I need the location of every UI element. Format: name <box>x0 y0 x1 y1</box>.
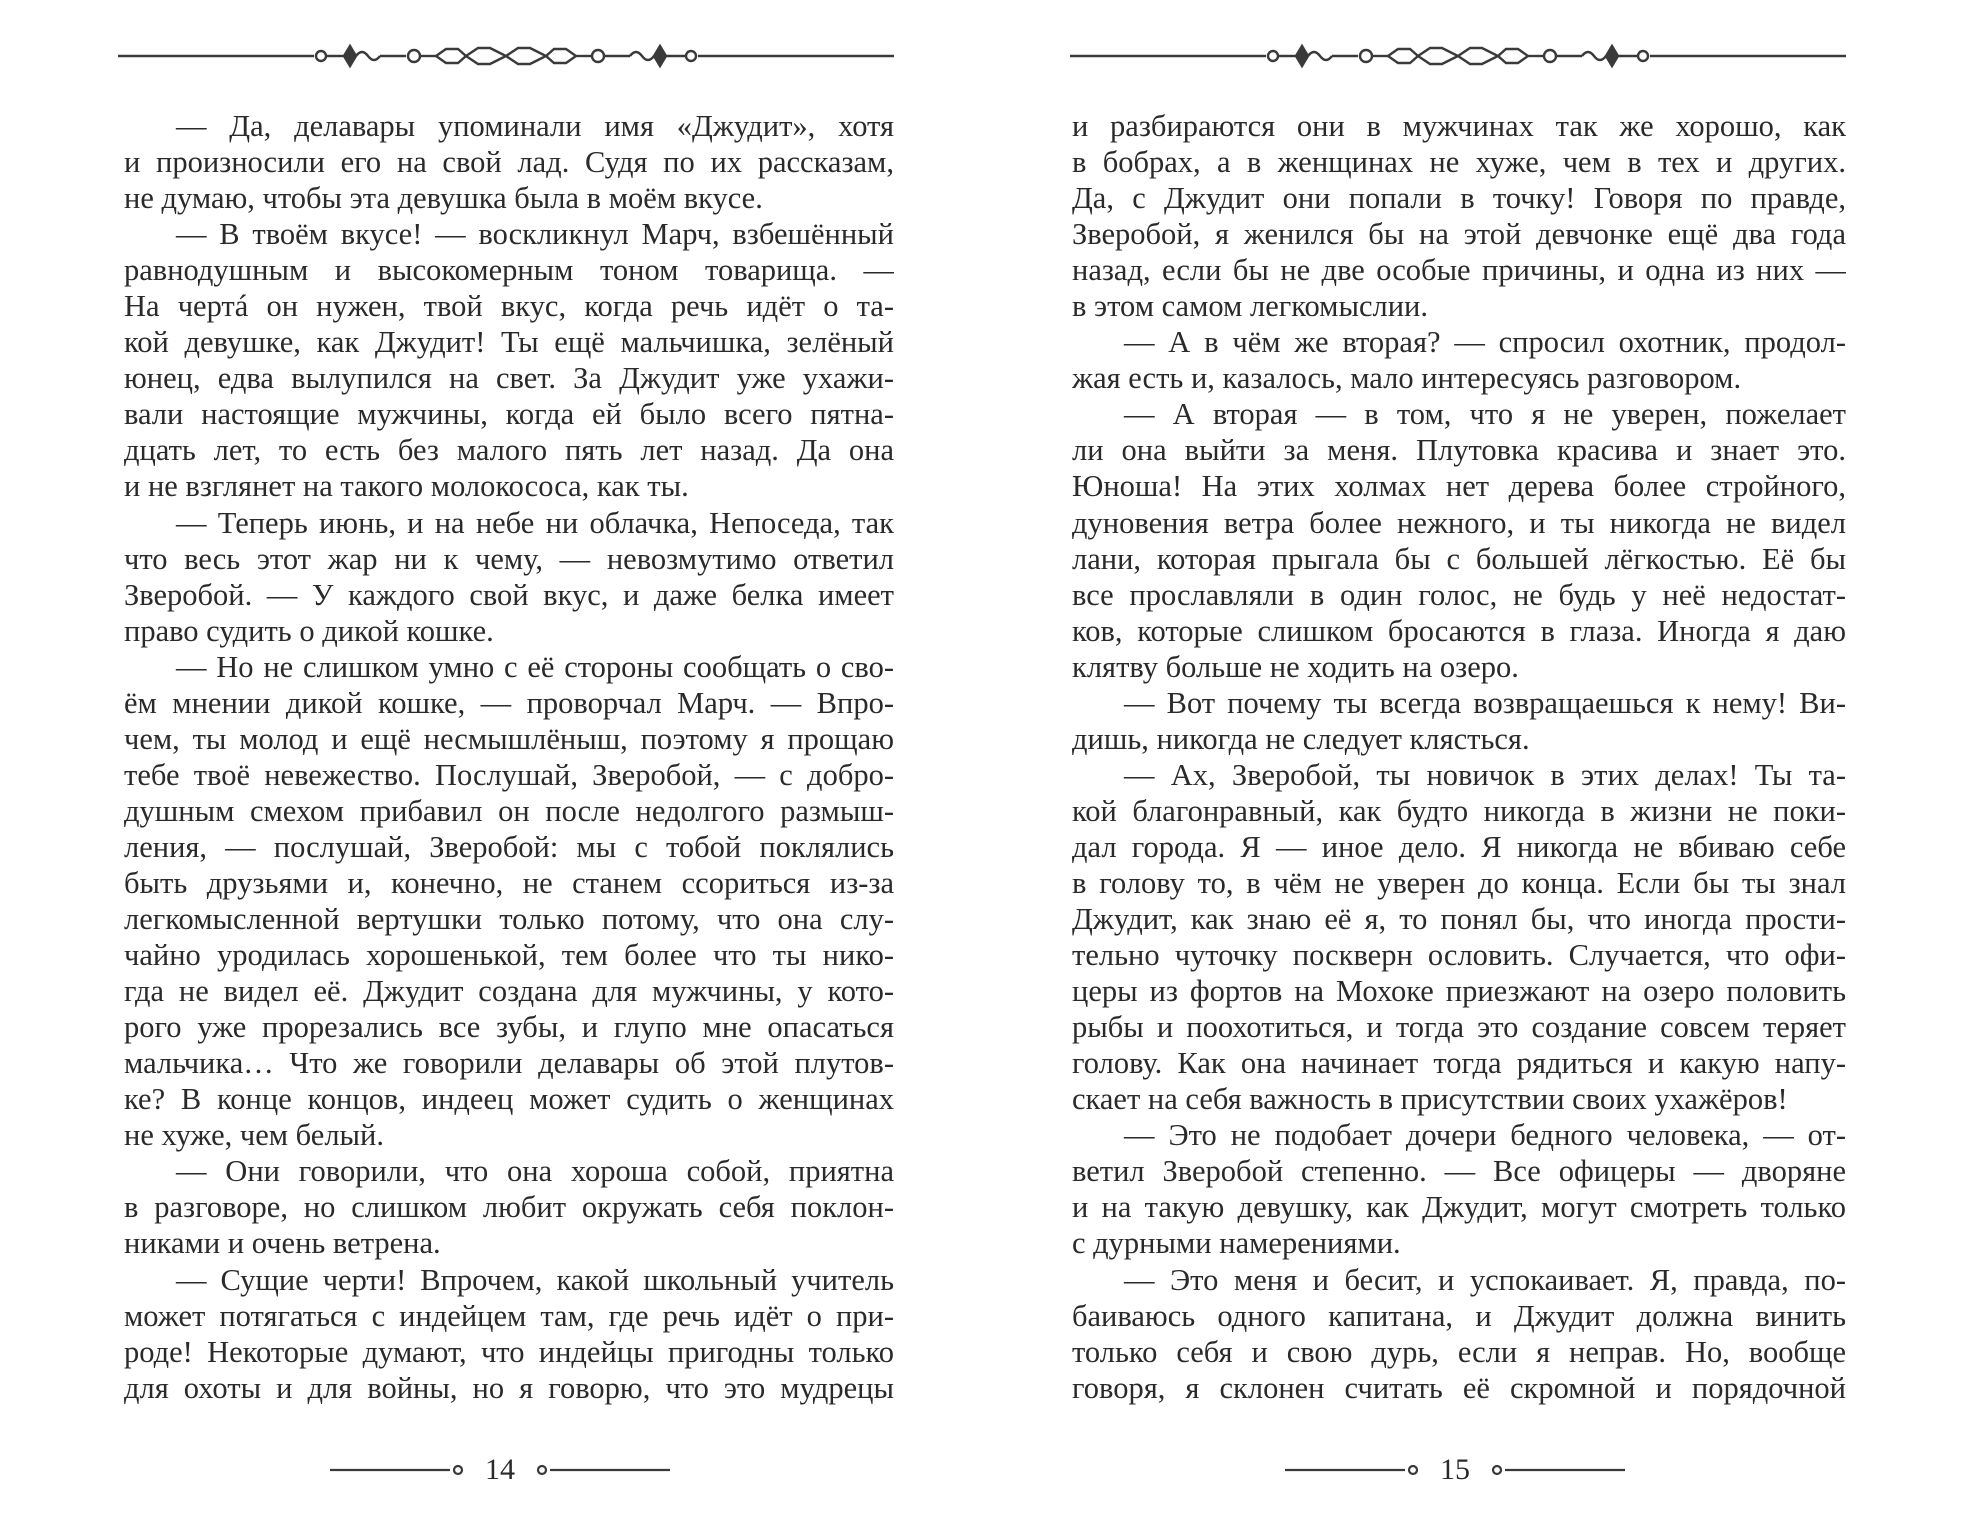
text-line <box>1072 1189 1846 1225</box>
text-line <box>1072 577 1846 613</box>
text-line <box>1072 721 1846 757</box>
left-page-footer <box>330 1450 670 1490</box>
text-line <box>124 1081 894 1117</box>
text-line-content: и произносили его на свой лад. Судя по их рассказам, <box>124 145 894 180</box>
text-line <box>124 324 894 360</box>
text-line-content: ветил Зверобой степенно. — Все офицеры — дворяне <box>1072 1154 1846 1189</box>
text-line <box>124 829 894 865</box>
text-line-content: — Но не слишком умно с её стороны сообщать о сво- <box>176 649 894 684</box>
text-line <box>1072 1153 1846 1189</box>
text-line <box>1072 829 1846 865</box>
text-line <box>1072 973 1846 1009</box>
text-line-content: дал города. Я — иное дело. Я никогда не вбиваю себе <box>1072 829 1846 864</box>
text-line-content: — Теперь июнь, и на небе ни облачка, Непоседа, так <box>176 505 894 540</box>
text-line-content: в этом самом легкомыслии. <box>1072 289 1429 324</box>
text-line <box>124 288 894 324</box>
header-ornament-icon <box>1070 32 1846 80</box>
text-line-content: вали настоящие мужчины, когда ей было всего пятна- <box>124 397 894 432</box>
text-line <box>124 757 894 793</box>
right-page-footer <box>1285 1450 1625 1490</box>
text-line <box>124 865 894 901</box>
text-line <box>1072 685 1846 721</box>
text-line <box>124 505 894 541</box>
text-line <box>1072 541 1846 577</box>
text-line <box>1072 1225 1846 1261</box>
text-line-content: и не взглянет на такого молокососа, как ты. <box>124 469 689 504</box>
text-line-content: с дурными намерениями. <box>1072 1226 1401 1261</box>
text-line <box>124 1334 894 1370</box>
text-line-content: в разговоре, но слишком любит окружать себя поклон- <box>124 1190 894 1225</box>
text-line-content: не думаю, чтобы эта девушка была в моём вкусе. <box>124 181 763 216</box>
text-line-content: — В твоём вкусе! — воскликнул Марч, взбешённый <box>176 217 894 252</box>
text-line <box>1072 360 1846 396</box>
text-line-content: рого уже прорезались все зубы, и глупо мне опасаться <box>124 1010 894 1045</box>
text-line <box>124 613 894 649</box>
text-line-content: кой благонравный, как будто никогда в жизни не поки- <box>1072 793 1846 828</box>
text-line-content: душным смехом прибавил он после недолгого размыш- <box>124 793 894 828</box>
page-number: 14 <box>485 1453 515 1486</box>
text-line <box>1072 1334 1846 1370</box>
page-number: 15 <box>1440 1453 1470 1486</box>
text-line <box>124 721 894 757</box>
text-line-content: жая есть и, казалось, мало интересуясь разговором. <box>1072 361 1742 396</box>
text-line <box>1072 1370 1846 1406</box>
text-line-content: ём мнении дикой кошке, — проворчал Марч. — Впро- <box>124 685 894 720</box>
text-line <box>1072 901 1846 937</box>
text-line-content: — Они говорили, что она хороша собой, приятна <box>176 1154 894 1189</box>
text-line-content: не хуже, чем белый. <box>124 1118 384 1153</box>
text-line-content: ке? В конце концов, индеец может судить о женщинах <box>124 1082 894 1117</box>
left-page <box>0 0 980 1536</box>
text-line <box>124 901 894 937</box>
text-line-content: скает на себя важность в присутствии своих ухажёров! <box>1072 1082 1788 1117</box>
text-line-content: Зверобой, я женился бы на этой девчонке ещё два года <box>1072 217 1846 252</box>
text-line <box>124 1045 894 1081</box>
text-line-content: роде! Некоторые думают, что индейцы пригодны только <box>124 1334 894 1369</box>
text-line <box>124 973 894 1009</box>
text-line-content: для охоты и для войны, но я говорю, что это мудрецы <box>124 1370 894 1405</box>
text-line <box>124 252 894 288</box>
text-line-content: юнец, едва вылупился на свет. За Джудит уже ухажи- <box>124 361 894 396</box>
text-line <box>124 793 894 829</box>
text-line-content: легкомысленной вертушки только потому, что она слу- <box>124 902 894 937</box>
text-line <box>124 216 894 252</box>
text-line <box>124 144 894 180</box>
text-line <box>124 937 894 973</box>
text-line-content: гда не видел её. Джудит создана для мужчины, у кото- <box>124 974 894 1009</box>
text-line-content: тебе твоё невежество. Послушай, Зверобой, — с добро- <box>124 757 894 792</box>
text-line-content: — Ах, Зверобой, ты новичок в этих делах! Ты та- <box>1124 757 1846 792</box>
text-line <box>124 468 894 504</box>
text-line-content: чайно уродилась хорошенькой, тем более что ты нико- <box>124 938 894 973</box>
text-line <box>1072 144 1846 180</box>
text-line-content: баиваюсь одного капитана, и Джудит должна винить <box>1072 1298 1846 1333</box>
text-line-content: быть друзьями и, конечно, не станем ссориться из-за <box>124 865 894 900</box>
text-line-content: — Вот почему ты всегда возвращаешься к нему! Ви- <box>1124 685 1846 720</box>
text-line <box>1072 216 1846 252</box>
text-line-content: — Да, делавары упоминали имя «Джудит», хотя <box>176 109 894 143</box>
text-line <box>1072 613 1846 649</box>
text-line <box>1072 793 1846 829</box>
text-line <box>1072 1117 1846 1153</box>
text-line <box>1072 396 1846 432</box>
text-line <box>1072 1009 1846 1045</box>
text-line <box>124 1009 894 1045</box>
text-line-content: и на такую девушку, как Джудит, могут смотреть только <box>1072 1190 1846 1225</box>
text-line-content: тельно чуточку поскверн ословить. Случается, что офи- <box>1072 938 1846 973</box>
text-line <box>1072 505 1846 541</box>
text-line-content: — Это не подобает дочери бедного человека, — от- <box>1124 1118 1846 1153</box>
text-line-content: На чертá он нужен, твой вкус, когда речь идёт о та- <box>124 289 894 324</box>
text-line <box>124 432 894 468</box>
left-page-text <box>124 108 894 1406</box>
text-line <box>124 685 894 721</box>
text-line-content: в бобрах, а в женщинах не хуже, чем в тех и других. <box>1072 145 1846 180</box>
text-line-content: дишь, никогда не следует клясться. <box>1072 721 1530 756</box>
text-line-content: лани, которая прыгала бы с большей лёгкостью. Её бы <box>1072 541 1846 576</box>
text-line-content: все прославляли в один голос, не будь у неё недостат- <box>1072 577 1846 612</box>
text-line-content: что весь этот жар ни к чему, — невозмутимо ответил <box>124 541 894 576</box>
text-line <box>1072 1045 1846 1081</box>
text-line-content: право судить о дикой кошке. <box>124 613 494 648</box>
text-line <box>1072 1081 1846 1117</box>
right-page-text <box>1072 108 1846 1406</box>
text-line-content: Да, с Джудит они попали в точку! Говоря по правде, <box>1072 181 1846 216</box>
text-line-content: равнодушным и высокомерным тоном товарища. — <box>124 253 894 288</box>
text-line-content: и разбираются они в мужчинах так же хорошо, как <box>1072 109 1846 143</box>
text-line <box>124 1298 894 1334</box>
text-line <box>1072 937 1846 973</box>
text-line-content: ли она выйти за меня. Плутовка красива и знает это. <box>1072 433 1846 468</box>
text-line <box>124 541 894 577</box>
text-line-content: чем, ты молод и ещё несмышлёныш, поэтому я прощаю <box>124 721 894 756</box>
text-line-content: говоря, я склонен считать её скромной и порядочной <box>1072 1370 1846 1405</box>
text-line-content: клятву больше не ходить на озеро. <box>1072 649 1519 684</box>
text-line-content: ков, которые слишком бросаются в глаза. Иногда я даю <box>1072 613 1846 648</box>
text-line-content: Зверобой. — У каждого свой вкус, и даже белка имеет <box>124 577 894 612</box>
text-line-content: может потягаться с индейцем там, где речь идёт о при- <box>124 1298 894 1333</box>
text-line <box>1072 865 1846 901</box>
text-line-content: только себя и свою дурь, если я неправ. Но, вообще <box>1072 1334 1846 1369</box>
text-line <box>1072 649 1846 685</box>
text-line-content: — Это меня и бесит, и успокаивает. Я, правда, по- <box>1124 1262 1846 1297</box>
text-line <box>1072 252 1846 288</box>
text-line-content: Джудит, как знаю её я, то понял бы, что иногда прости- <box>1072 902 1846 937</box>
text-line <box>1072 757 1846 793</box>
text-line-content: в голову то, в чём не уверен до конца. Если бы ты знал <box>1072 865 1846 900</box>
text-line <box>124 1225 894 1261</box>
text-line-content: церы из фортов на Мохоке приезжают на озеро половить <box>1072 974 1846 1009</box>
text-line <box>1072 288 1846 324</box>
text-line-content: дуновения ветра более нежного, и ты никогда не видел <box>1072 505 1846 540</box>
text-line-content: голову. Как она начинает тогда рядиться и какую напу- <box>1072 1046 1846 1081</box>
text-line-content: мальчика… Что же говорили делавары об этой плутов- <box>124 1046 894 1081</box>
text-line <box>124 1153 894 1189</box>
text-line <box>124 1370 894 1406</box>
text-line <box>124 1189 894 1225</box>
text-line-content: Юноша! На этих холмах нет дерева более стройного, <box>1072 469 1846 504</box>
text-line <box>124 108 894 144</box>
text-line-content: назад, если бы не две особые причины, и одна из них — <box>1072 253 1846 288</box>
text-line <box>124 360 894 396</box>
text-line-content: никами и очень ветрена. <box>124 1226 441 1261</box>
right-page <box>980 0 1961 1536</box>
text-line <box>1072 468 1846 504</box>
text-line-content: — Сущие черти! Впрочем, какой школьный учитель <box>176 1262 894 1297</box>
text-line-content: дцать лет, то есть без малого пять лет назад. Да она <box>124 433 894 468</box>
text-line <box>1072 1298 1846 1334</box>
text-line <box>1072 324 1846 360</box>
text-line-content: кой девушке, как Джудит! Ты ещё мальчишка, зелёный <box>124 325 894 360</box>
text-line-content: ления, — послушай, Зверобой: мы с тобой поклялись <box>124 829 894 864</box>
text-line <box>1072 180 1846 216</box>
text-line <box>124 1262 894 1298</box>
text-line-content: — А вторая — в том, что я не уверен, пожелает <box>1124 397 1846 432</box>
text-line <box>124 1117 894 1153</box>
text-line <box>1072 1262 1846 1298</box>
header-ornament-icon <box>118 32 894 80</box>
text-line <box>124 396 894 432</box>
text-line <box>1072 108 1846 144</box>
text-line <box>1072 432 1846 468</box>
text-line-content: — А в чём же вторая? — спросил охотник, продол- <box>1124 325 1846 360</box>
text-line <box>124 180 894 216</box>
text-line-content: рыбы и поохотиться, и тогда это создание совсем теряет <box>1072 1010 1846 1045</box>
text-line <box>124 649 894 685</box>
text-line <box>124 577 894 613</box>
